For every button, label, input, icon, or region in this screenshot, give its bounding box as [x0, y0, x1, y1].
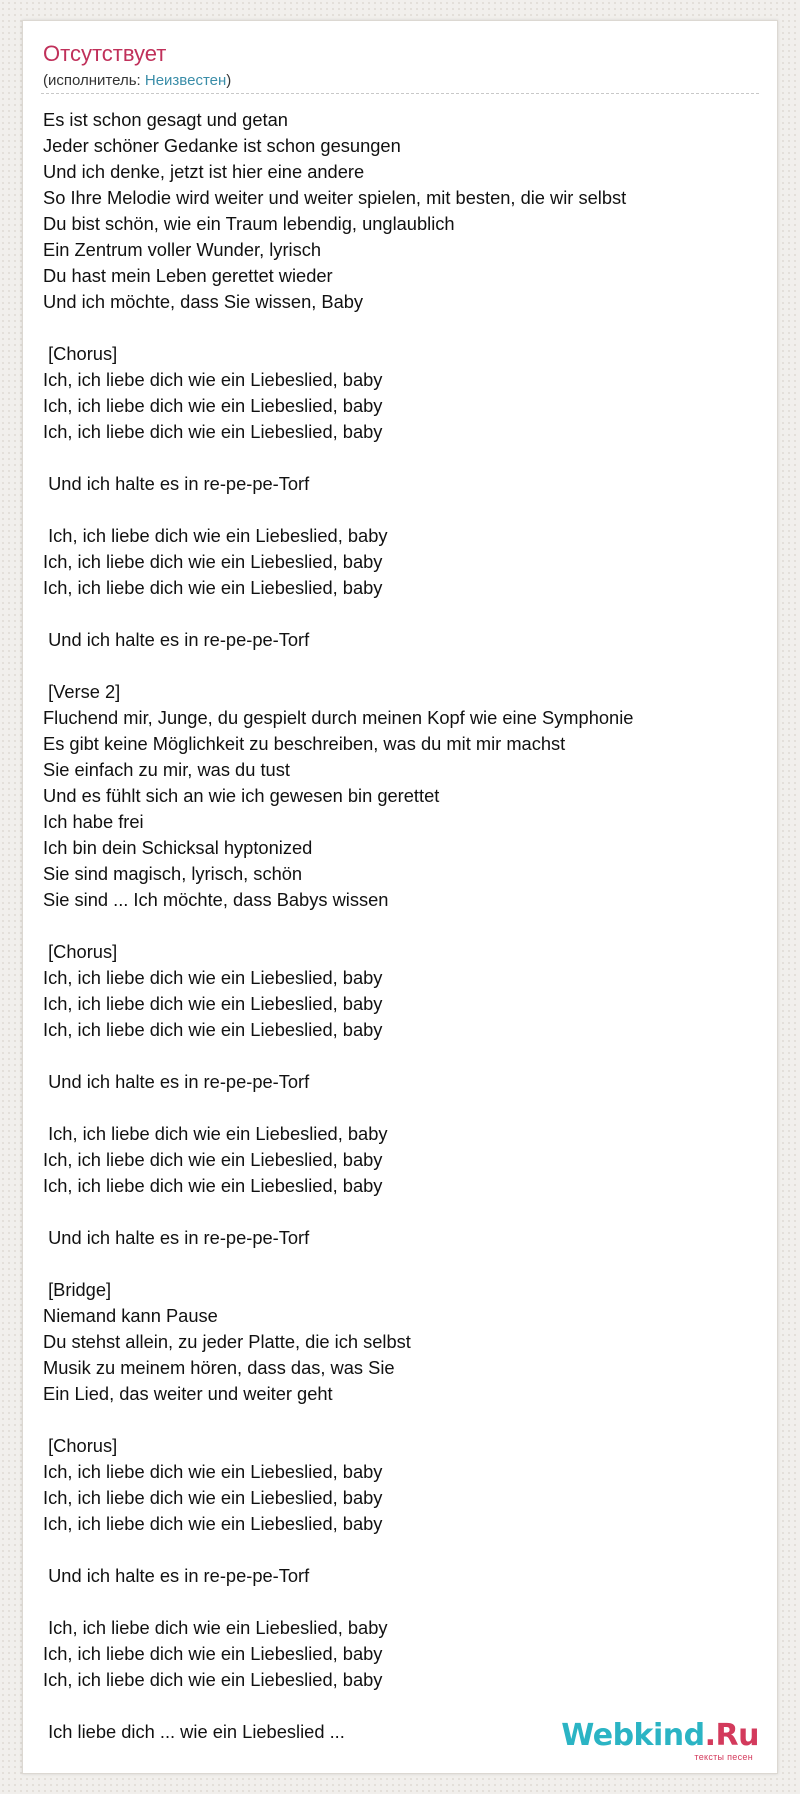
lyric-line: Ein Lied, das weiter und weiter geht: [43, 1383, 333, 1404]
lyrics-card: [22, 20, 778, 1774]
lyric-blank-line: [43, 497, 763, 523]
logo-wordmark: [561, 1719, 759, 1753]
lyric-line: Sie sind ... Ich möchte, dass Babys wissen: [43, 889, 389, 910]
lyric-line: Ich, ich liebe dich wie ein Liebeslied, baby: [43, 1487, 383, 1508]
lyric-line: Ich, ich liebe dich wie ein Liebeslied, baby: [43, 525, 388, 546]
lyric-line: [Bridge]: [43, 1279, 112, 1300]
lyric-line: Und ich halte es in re-pe-pe-Torf: [43, 629, 310, 650]
lyric-blank-line: [43, 913, 763, 939]
lyric-line: Sie sind magisch, lyrisch, schön: [43, 863, 303, 884]
lyric-line: [Verse 2]: [43, 681, 121, 702]
artist-line: [43, 73, 231, 88]
lyric-line: Niemand kann Pause: [43, 1305, 218, 1326]
artist-link[interactable]: Неизвестен: [144, 72, 227, 89]
lyric-line: Und ich denke, jetzt ist hier eine andere: [43, 161, 365, 182]
lyric-line: Du hast mein Leben gerettet wieder: [43, 265, 333, 286]
lyric-line: Und ich halte es in re-pe-pe-Torf: [43, 1565, 310, 1586]
lyric-blank-line: [43, 653, 763, 679]
lyric-line: Ich, ich liebe dich wie ein Liebeslied, baby: [43, 421, 383, 442]
lyric-line: Du stehst allein, zu jeder Platte, die ich selbst: [43, 1331, 411, 1352]
lyric-line: Ich habe frei: [43, 811, 144, 832]
artist-suffix: ): [226, 72, 232, 89]
lyric-blank-line: [43, 601, 763, 627]
lyric-line: Es ist schon gesagt und getan: [43, 109, 288, 130]
lyric-line: Ich, ich liebe dich wie ein Liebeslied, baby: [43, 1019, 383, 1040]
lyric-line: Und es fühlt sich an wie ich gewesen bin gerettet: [43, 785, 440, 806]
lyric-blank-line: [43, 1095, 763, 1121]
lyric-line: Es gibt keine Möglichkeit zu beschreiben, was du mit mir machst: [43, 733, 566, 754]
lyric-line: Ich, ich liebe dich wie ein Liebeslied, baby: [43, 1123, 388, 1144]
logo-tagline: тексты песен: [694, 1752, 753, 1762]
logo-tld: .Ru: [704, 1718, 759, 1753]
lyric-line: Und ich halte es in re-pe-pe-Torf: [43, 1227, 310, 1248]
lyric-line: Und ich halte es in re-pe-pe-Torf: [43, 1071, 310, 1092]
artist-prefix: (исполнитель:: [43, 72, 145, 89]
lyric-line: Und ich möchte, dass Sie wissen, Baby: [43, 291, 364, 312]
lyric-line: Ich bin dein Schicksal hyptonized: [43, 837, 313, 858]
lyric-line: Ich, ich liebe dich wie ein Liebeslied, baby: [43, 1617, 388, 1638]
lyric-line: Ich liebe dich ... wie ein Liebeslied ...: [43, 1721, 345, 1742]
lyric-line: Jeder schöner Gedanke ist schon gesungen: [43, 135, 401, 156]
lyric-line: [Chorus]: [43, 941, 118, 962]
lyric-blank-line: [43, 315, 763, 341]
lyric-line: Ich, ich liebe dich wie ein Liebeslied, baby: [43, 395, 383, 416]
lyric-line: Ich, ich liebe dich wie ein Liebeslied, baby: [43, 577, 383, 598]
webkind-logo[interactable]: [559, 1719, 759, 1765]
lyric-line: Ich, ich liebe dich wie ein Liebeslied, baby: [43, 1149, 383, 1170]
lyric-blank-line: [43, 1693, 763, 1719]
lyric-line: Ich, ich liebe dich wie ein Liebeslied, baby: [43, 369, 383, 390]
lyric-line: Du bist schön, wie ein Traum lebendig, unglaublich: [43, 213, 455, 234]
lyric-line: [Chorus]: [43, 1435, 118, 1456]
lyric-line: Musik zu meinem hören, dass das, was Sie: [43, 1357, 395, 1378]
lyric-blank-line: [43, 1251, 763, 1277]
lyric-blank-line: [43, 1199, 763, 1225]
lyric-line: Ein Zentrum voller Wunder, lyrisch: [43, 239, 322, 260]
lyric-blank-line: [43, 445, 763, 471]
lyric-line: Ich, ich liebe dich wie ein Liebeslied, baby: [43, 1643, 383, 1664]
lyric-line: Ich, ich liebe dich wie ein Liebeslied, baby: [43, 1513, 383, 1534]
lyric-line: Ich, ich liebe dich wie ein Liebeslied, baby: [43, 551, 383, 572]
lyric-line: Und ich halte es in re-pe-pe-Torf: [43, 473, 310, 494]
lyric-line: Ich, ich liebe dich wie ein Liebeslied, baby: [43, 993, 383, 1014]
lyric-line: [Chorus]: [43, 343, 118, 364]
song-title: Отсутствует: [43, 41, 167, 66]
lyric-blank-line: [43, 1537, 763, 1563]
lyric-blank-line: [43, 1589, 763, 1615]
lyric-line: Ich, ich liebe dich wie ein Liebeslied, baby: [43, 1461, 383, 1482]
lyric-line: Ich, ich liebe dich wie ein Liebeslied, baby: [43, 1669, 383, 1690]
lyric-blank-line: [43, 1043, 763, 1069]
lyric-line: Ich, ich liebe dich wie ein Liebeslied, baby: [43, 1175, 383, 1196]
dashed-divider: [41, 93, 759, 94]
lyric-line: So Ihre Melodie wird weiter und weiter spielen, mit besten, die wir selbst: [43, 187, 627, 208]
lyrics-text: [43, 107, 763, 1745]
lyric-line: Fluchend mir, Junge, du gespielt durch meinen Kopf wie eine Symphonie: [43, 707, 634, 728]
lyric-line: Ich, ich liebe dich wie ein Liebeslied, baby: [43, 967, 383, 988]
logo-name: Webkind: [561, 1718, 705, 1753]
lyric-line: Sie einfach zu mir, was du tust: [43, 759, 290, 780]
lyric-blank-line: [43, 1407, 763, 1433]
